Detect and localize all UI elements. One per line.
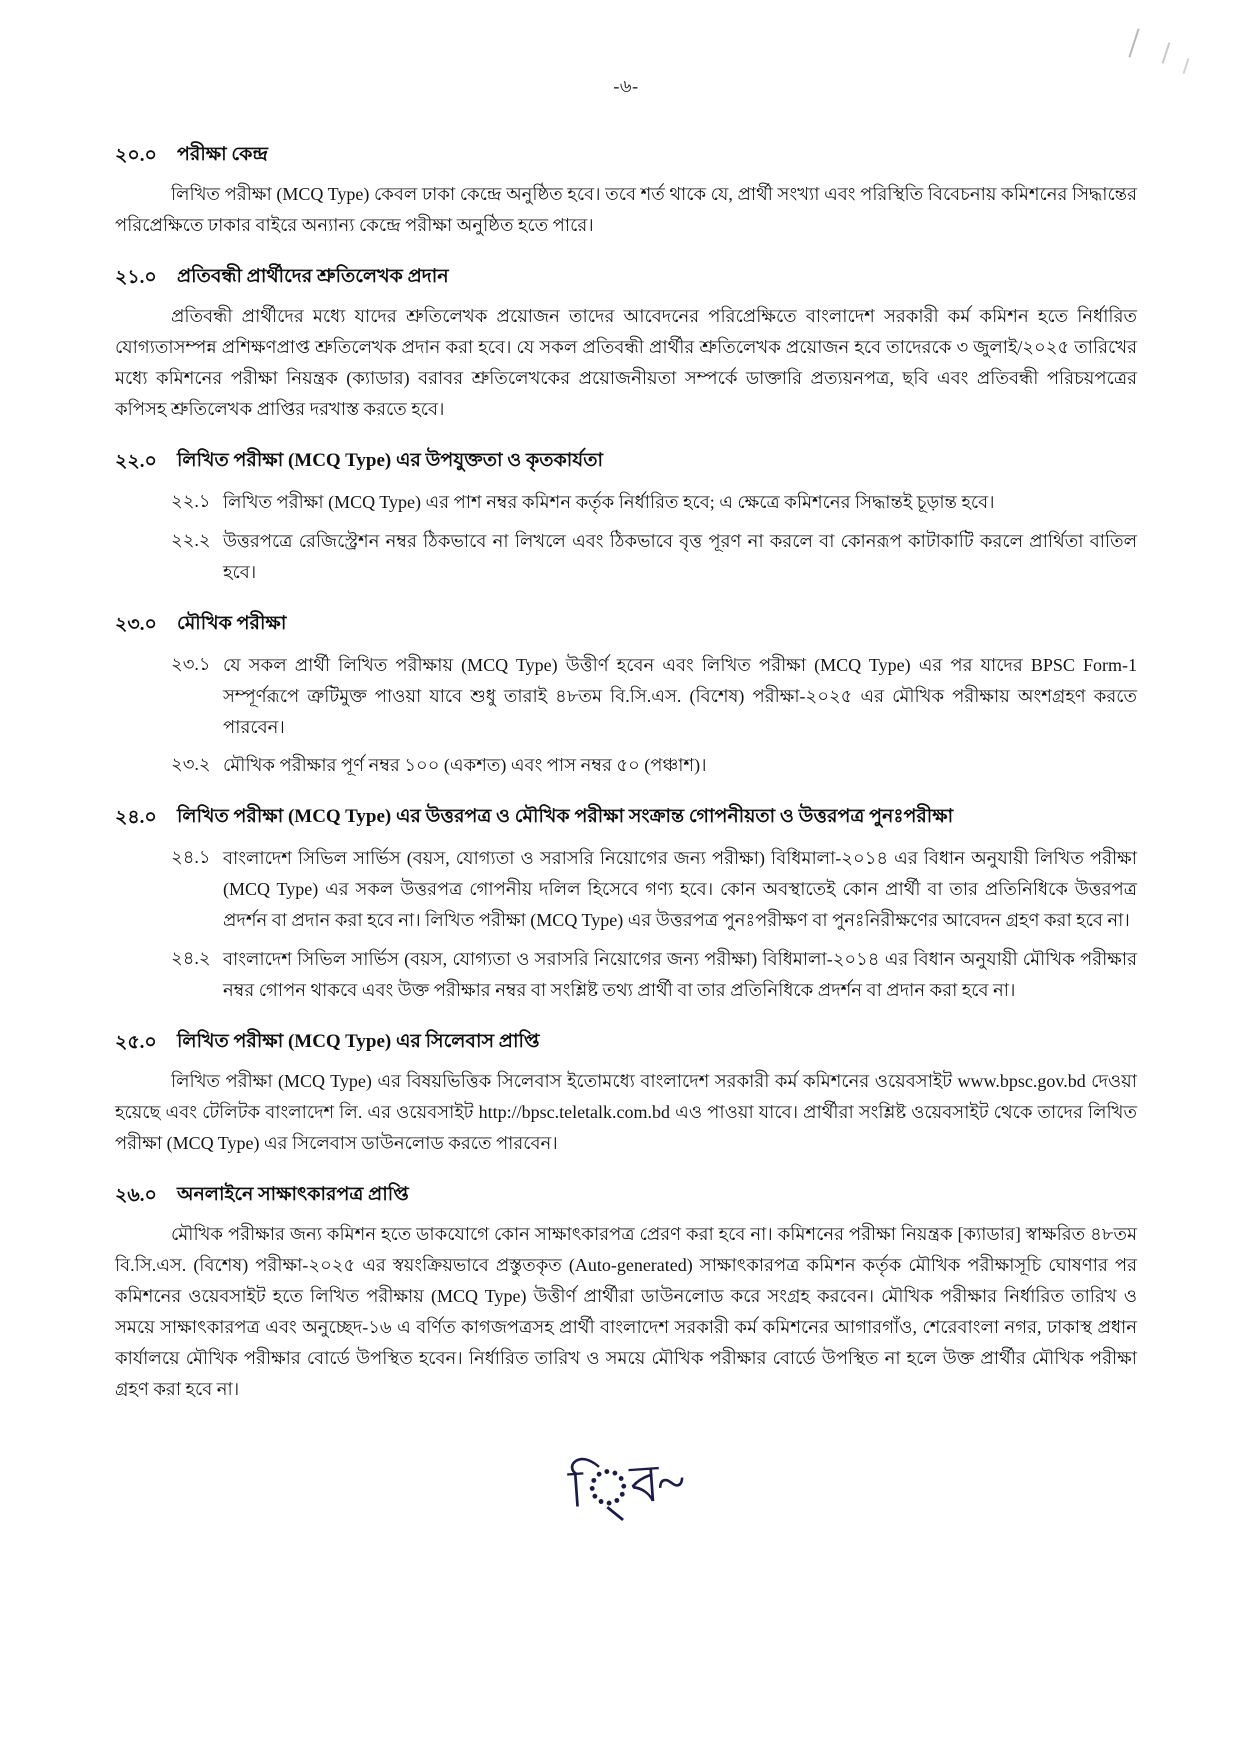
- sub-item: [115, 843, 1137, 936]
- sub-item-number: ২৩.২: [171, 754, 211, 775]
- sub-item: [115, 487, 1137, 518]
- sub-item-number: ২৪.১: [171, 847, 211, 868]
- sub-item-number: ২৩.১: [171, 653, 211, 674]
- section-heading: [115, 263, 1137, 295]
- section-title: লিখিত পরীক্ষা (MCQ Type) এর উপযুক্ততা ও কৃতকার্যতা: [177, 449, 604, 471]
- section-heading: [115, 141, 1137, 173]
- section-heading: [115, 1181, 1137, 1213]
- section-number: ২৫.০: [115, 1032, 157, 1054]
- sub-item-text: যে সকল প্রার্থী লিখিত পরীক্ষায় (MCQ Type) উত্তীর্ণ হবেন এবং লিখিত পরীক্ষা (MCQ Type) এর পর যাদের BPSC Form-1 সম্পূর্ণরূপে ত্রুটিমুক্ত পাওয়া যাবে শুধু তারাই ৪৮তম বি.সি.এস. (বিশেষ) পরীক্ষা-২০২৫ এর মৌখিক পরীক্ষায় অংশগ্রহণ করতে পারবেন।: [223, 654, 1137, 737]
- sub-item: [115, 944, 1137, 1006]
- page-number: -৬-: [613, 76, 639, 96]
- signature-mark: ি্ব~: [566, 1453, 686, 1519]
- section-title: লিখিত পরীক্ষা (MCQ Type) এর সিলেবাস প্রাপ্তি: [177, 1031, 540, 1053]
- section-paragraph: লিখিত পরীক্ষা (MCQ Type) কেবল ঢাকা কেন্দ্রে অনুষ্ঠিত হবে। তবে শর্ত থাকে যে, প্রার্থী সংখ্যা এবং পরিস্থিতি বিবেচনায় কমিশনের সিদ্ধান্তের পরিপ্রেক্ষিতে ঢাকার বাইরে অন্যান্য কেন্দ্রে পরীক্ষা অনুষ্ঠিত হতে পারে।: [115, 184, 1137, 235]
- section-26: [115, 1181, 1137, 1405]
- section-number: ২১.০: [115, 266, 157, 288]
- section-number: ২৪.০: [115, 807, 157, 829]
- section-20: [115, 141, 1137, 241]
- section-number: ২৩.০: [115, 613, 157, 635]
- section-title: অনলাইনে সাক্ষাৎকারপত্র প্রাপ্তি: [177, 1184, 409, 1206]
- sub-item-text: মৌখিক পরীক্ষার পূর্ণ নম্বর ১০০ (একশত) এবং পাস নম্বর ৫০ (পঞ্চাশ)।: [223, 755, 707, 776]
- section-24: [115, 803, 1137, 1006]
- section-title: লিখিত পরীক্ষা (MCQ Type) এর উত্তরপত্র ও মৌখিক পরীক্ষা সংক্রান্ত গোপনীয়তা ও উত্তরপত্র পুনঃপরীক্ষা: [177, 806, 954, 828]
- scan-corner-marks: [1125, 28, 1195, 98]
- section-22: [115, 447, 1137, 588]
- sub-item-text: উত্তরপত্রে রেজিস্ট্রেশন নম্বর ঠিকভাবে না লিখলে এবং ঠিকভাবে বৃত্ত পূরণ না করলে বা কোনরূপ কাটাকাটি করলে প্রার্থিতা বাতিল হবে।: [223, 530, 1137, 582]
- section-number: ২৬.০: [115, 1185, 157, 1207]
- section-heading: [115, 803, 1137, 835]
- sub-item-text: লিখিত পরীক্ষা (MCQ Type) এর পাশ নম্বর কমিশন কর্তৃক নির্ধারিত হবে; এ ক্ষেত্রে কমিশনের সিদ্ধান্তই চূড়ান্ত হবে।: [223, 491, 995, 512]
- sub-item-text: বাংলাদেশ সিভিল সার্ভিস (বয়স, যোগ্যতা ও সরাসরি নিয়োগের জন্য পরীক্ষা) বিধিমালা-২০১৪ এর বিধান অনুযায়ী মৌখিক পরীক্ষার নম্বর গোপন থাকবে এবং উক্ত পরীক্ষার নম্বর বা সংশ্লিষ্ট তথ্য প্রার্থী বা তার প্রতিনিধিকে প্রদর্শন বা প্রদান করা হবে না।: [223, 949, 1137, 1001]
- section-paragraph: লিখিত পরীক্ষা (MCQ Type) এর বিষয়ভিত্তিক সিলেবাস ইতোমধ্যে বাংলাদেশ সরকারী কর্ম কমিশনের ওয়েবসাইট www.bpsc.gov.bd দেওয়া হয়েছে এবং টেলিটক বাংলাদেশ লি. এর ওয়েবসাইট http://bpsc.teletalk.com.bd এও পাওয়া যাবে। প্রার্থীরা সংশ্লিষ্ট ওয়েবসাইট থেকে তাদের লিখিত পরীক্ষা (MCQ Type) এর সিলেবাস ডাউনলোড করতে পারবেন।: [115, 1071, 1137, 1154]
- sub-item: [115, 750, 1137, 781]
- section-23: [115, 610, 1137, 782]
- section-25: [115, 1028, 1137, 1159]
- section-heading: [115, 447, 1137, 479]
- sub-item: [115, 650, 1137, 743]
- section-title: পরীক্ষা কেন্দ্র: [177, 144, 268, 165]
- section-number: ২০.০: [115, 145, 157, 166]
- section-paragraph: মৌখিক পরীক্ষার জন্য কমিশন হতে ডাকযোগে কোন সাক্ষাৎকারপত্র প্রেরণ করা হবে না। কমিশনের পরীক্ষা নিয়ন্ত্রক [ক্যাডার] স্বাক্ষরিত ৪৮তম বি.সি.এস. (বিশেষ) পরীক্ষা-২০২৫ এর স্বয়ংক্রিয়ভাবে প্রস্তুতকৃত (Auto-generated) সাক্ষাৎকারপত্র কমিশন কর্তৃক মৌখিক পরীক্ষাসূচি ঘোষণার পর কমিশনের ওয়েবসাইট হতে লিখিত পরীক্ষায় (MCQ Type) উত্তীর্ণ প্রার্থীরা ডাউনলোড করে সংগ্রহ করবেন। মৌখিক পরীক্ষার নির্ধারিত তারিখ ও সময়ে সাক্ষাৎকারপত্র এবং অনুচ্ছেদ-১৬ এ বর্ণিত কাগজপত্রসহ প্রার্থী বাংলাদেশ সরকারী কর্ম কমিশনের আগারগাঁও, শেরেবাংলা নগর, ঢাকাস্থ প্রধান কার্যালয়ে মৌখিক পরীক্ষার বোর্ডে উপস্থিত হবেন। নির্ধারিত তারিখ ও সময়ে মৌখিক পরীক্ষার বোর্ডে উপস্থিত না হলে উক্ত প্রার্থীর মৌখিক পরীক্ষা গ্রহণ করা হবে না।: [115, 1224, 1137, 1399]
- sub-item-number: ২২.২: [171, 529, 211, 550]
- section-paragraph: প্রতিবন্ধী প্রার্থীদের মধ্যে যাদের শ্রুতিলেখক প্রয়োজন তাদের আবেদনের পরিপ্রেক্ষিতে বাংলাদেশ সরকারী কর্ম কমিশন হতে নির্ধারিত যোগ্যতাসম্পন্ন প্রশিক্ষণপ্রাপ্ত শ্রুতিলেখক প্রদান করা হবে। যে সকল প্রতিবন্ধী প্রার্থীর শ্রুতিলেখক প্রয়োজন হবে তাদেরকে ৩ জুলাই/২০২৫ তারিখের মধ্যে কমিশনের পরীক্ষা নিয়ন্ত্রক (ক্যাডার) বরাবর শ্রুতিলেখকের প্রয়োজনীয়তা সম্পর্কে ডাক্তারি প্রত্যয়নপত্র, ছবি এবং প্রতিবন্ধী পরিচয়পত্রের কপিসহ শ্রুতিলেখক প্রাপ্তির দরখাস্ত করতে হবে।: [115, 305, 1137, 419]
- sub-item: [115, 526, 1137, 588]
- section-title: প্রতিবন্ধী প্রার্থীদের শ্রুতিলেখক প্রদান: [177, 265, 449, 287]
- section-number: ২২.০: [115, 450, 157, 472]
- sub-item-number: ২২.১: [171, 490, 211, 511]
- sub-item-number: ২৪.২: [171, 948, 211, 969]
- section-heading: [115, 1028, 1137, 1060]
- section-title: মৌখিক পরীক্ষা: [177, 612, 287, 634]
- sub-item-text: বাংলাদেশ সিভিল সার্ভিস (বয়স, যোগ্যতা ও সরাসরি নিয়োগের জন্য পরীক্ষা) বিধিমালা-২০১৪ এর বিধান অনুযায়ী লিখিত পরীক্ষা (MCQ Type) এর সকল উত্তরপত্র গোপনীয় দলিল হিসেবে গণ্য হবে। কোন অবস্থাতেই কোন প্রার্থী বা তার প্রতিনিধিকে উত্তরপত্র প্রদর্শন বা প্রদান করা হবে না। লিখিত পরীক্ষা (MCQ Type) এর উত্তরপত্র পুনঃপরীক্ষণ বা পুনঃনিরীক্ষণের আবেদন গ্রহণ করা হবে না।: [223, 848, 1137, 931]
- section-heading: [115, 610, 1137, 642]
- section-21: [115, 263, 1137, 425]
